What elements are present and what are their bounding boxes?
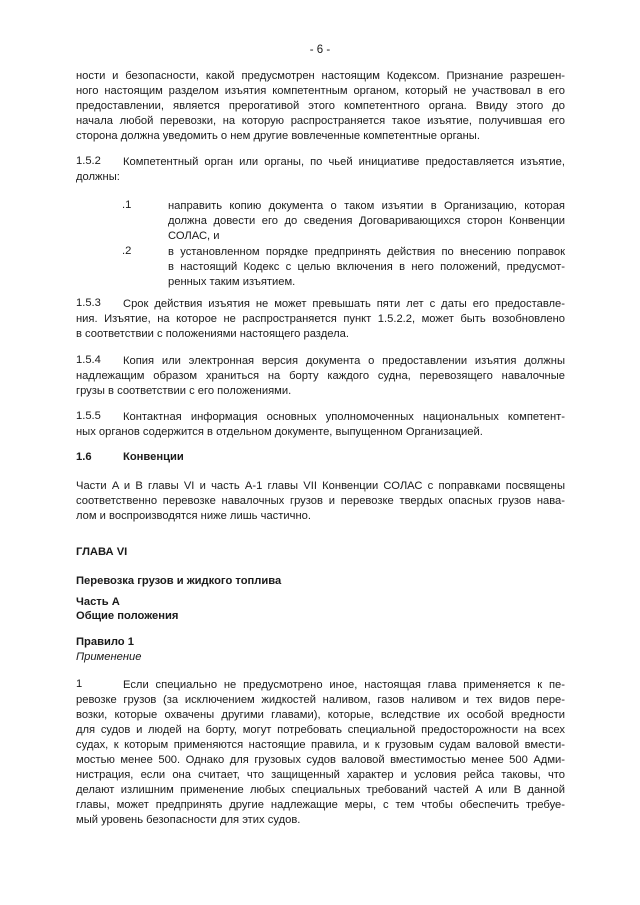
paragraph-line: ных органов содержится в отдельном документе, выпущенном Организацией. xyxy=(76,426,483,438)
subitem-line: в настоящий Кодекс с целью включения в него положений, предусмот- xyxy=(168,261,565,273)
subitem-text xyxy=(168,199,565,244)
rule-subtitle: Применение xyxy=(76,651,142,663)
paragraph-line: мый уровень безопасности для этих судов. xyxy=(76,814,301,826)
chapter-title: ГЛАВА VI xyxy=(76,546,128,558)
subitem-line: должна довести его до сведения Договаривающихся сторон Конвенции xyxy=(168,215,565,227)
subitem-line: направить копию документа о таком изъятии в Организацию, которая xyxy=(168,200,565,212)
paragraph-line: главы, может предпринять другие надлежащие меры, с тем чтобы обеспечить требуе- xyxy=(76,799,565,811)
paragraph-number: 1.5.4 xyxy=(76,354,101,366)
intro-paragraph xyxy=(76,69,565,144)
paragraph-line: для судов и людей на борту, могут потребовать специальной предосторожности на всех xyxy=(76,724,565,736)
paragraph-line: грузы в соответствии с его положениями. xyxy=(76,385,292,397)
paragraph-line: Срок действия изъятия не может превышать пяти лет с даты его предоставле- xyxy=(123,298,565,310)
rule-1-rest xyxy=(76,693,565,828)
paragraph-1-5-5-first xyxy=(123,410,565,425)
paragraph-line: судах, к которым применяются настоящие правила, и к грузовым судам валовой вмести- xyxy=(76,739,565,751)
paragraph-line: в соответствии с положениями настоящего раздела. xyxy=(76,328,349,340)
paragraph-line: надлежащим образом храниться на борту каждого судна, перевозящего навалочные xyxy=(76,370,565,382)
paragraph-line: делают излишним применение любых специальных требований частей A или B данной xyxy=(76,784,565,796)
subitem-number: .1 xyxy=(122,199,132,211)
paragraph-line: Копия или электронная версия документа о предоставлении изъятия должны xyxy=(123,355,565,367)
paragraph-line: Части A и B главы VI и часть A-1 главы VII Конвенции СОЛАС с поправками посвящены xyxy=(76,480,565,492)
paragraph-line: Контактная информация основных уполномоченных национальных компетент- xyxy=(123,411,565,423)
section-1-6-paragraph xyxy=(76,479,565,524)
paragraph-1-5-2-rest xyxy=(76,170,565,185)
subitem-text xyxy=(168,245,565,290)
section-number: 1.6 xyxy=(76,451,92,463)
paragraph-line: должны: xyxy=(76,171,120,183)
paragraph-1-5-4-rest xyxy=(76,369,565,399)
paragraph-line: соответственно перевозке навалочных грузов и перевозке твердых опасных грузов нава- xyxy=(76,495,565,507)
intro-line: начала любой перевозки, на которую распространяется такое изъятие, получившая его xyxy=(76,115,565,127)
subitem-number: .2 xyxy=(122,245,132,257)
paragraph-1-5-4-first xyxy=(123,354,565,369)
paragraph-1-5-5-rest xyxy=(76,425,565,440)
rule-title: Правило 1 xyxy=(76,636,134,648)
subitem-line: в установленном порядке предпринять действия по внесению поправок xyxy=(168,246,565,258)
part-title: Часть A xyxy=(76,596,120,608)
paragraph-line: Компетентный орган или органы, по чьей инициативе предоставляется изъятие, xyxy=(123,156,565,168)
intro-line: ного настоящим разделом изъятия компетентным органом, который не участвовал в его xyxy=(76,85,565,97)
subitem-line: ренных таким изъятием. xyxy=(168,276,296,288)
part-subtitle: Общие положения xyxy=(76,610,179,622)
section-title: Конвенции xyxy=(123,451,184,463)
paragraph-1-5-3-rest xyxy=(76,312,565,342)
paragraph-line: возки, которые охвачены другими главами), которые, вследствие их особой вредности xyxy=(76,709,565,721)
paragraph-line: лом и воспроизводятся ниже лишь частично. xyxy=(76,510,311,522)
rule-1-first xyxy=(123,678,565,693)
paragraph-1-5-2-first xyxy=(123,155,565,170)
paragraph-1-5-3-first xyxy=(123,297,565,312)
page-number: - 6 - xyxy=(309,44,331,56)
paragraph-line: ния. Изъятие, на которое не распространяется пункт 1.5.2.2, может быть возобновлено xyxy=(76,313,565,325)
intro-line: предоставлении, является прерогативой этого компетентного органа. Ввиду этого до xyxy=(76,100,565,112)
paragraph-number: 1.5.3 xyxy=(76,297,101,309)
intro-line: сторона должна уведомить о нем другие вовлеченные компетентные органы. xyxy=(76,130,480,142)
intro-line: ности и безопасности, какой предусмотрен настоящим Кодексом. Признание разрешен- xyxy=(76,70,565,82)
paragraph-number: 1.5.5 xyxy=(76,410,101,422)
paragraph-line: Если специально не предусмотрено иное, настоящая глава применяется к пе- xyxy=(123,679,565,691)
chapter-subtitle: Перевозка грузов и жидкого топлива xyxy=(76,575,282,587)
paragraph-line: мостью менее 500. Однако для грузовых судов валовой вместимостью менее 500 Адми- xyxy=(76,754,565,766)
paragraph-line: ревозке грузов (за исключением жидкостей наливом, газов наливом и тех видов пере- xyxy=(76,694,565,706)
paragraph-line: нистрация, если она считает, что защищенный характер и условия рейса таковы, что xyxy=(76,769,565,781)
paragraph-number: 1.5.2 xyxy=(76,155,101,167)
paragraph-number: 1 xyxy=(76,678,83,690)
subitem-line: СОЛАС, и xyxy=(168,230,220,242)
